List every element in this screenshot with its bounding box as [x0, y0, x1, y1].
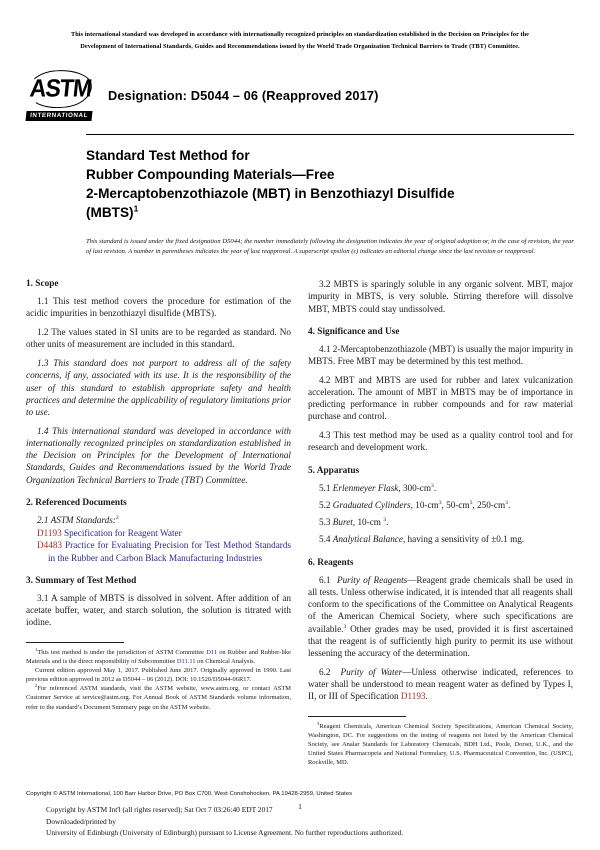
- tbt-banner: [26, 30, 574, 52]
- title-divider: [86, 134, 574, 135]
- tbt-banner-line-1: This international standard was developed in accordance with internationally recognized principles on standardization established in the Decision on Principles for the: [70, 31, 530, 38]
- paragraph-1-3: 1.3 This standard does not purport to address all of the safety concerns, if any, associated with its use. It is the responsibility of the user of this standard to establish appropriate safety and health practices and determine the applicability of regulatory limitations prior to use.: [26, 358, 291, 417]
- footnote-current-edition: Current edition approved May 1, 2017. Published June 2017. Originally approved in 1990. Last previous edition approved in 2012 as D5044 – 06 (2012). DOI: 10.1520/D5044-06R17.: [26, 667, 291, 684]
- purity-of-reagents-label: Purity of Reagents: [336, 574, 408, 585]
- astm-standards-marker: 2: [115, 514, 119, 521]
- footnote-3: [308, 722, 573, 768]
- footnote-3-text: Reagent Chemicals, American Chemical Society Specifications, American Chemical Society, Washington, DC. For suggestions on the testing of reagents not listed by the American Chemical Society, see Analar Standards for Laboratory Chemicals, BDH Ltd., Poole, Dorset, U.K., and the United States Pharmacopeia and National Formulary, U.S. Pharmaceutical Convention, Inc. (USPC), Rockville, MD.: [308, 722, 573, 767]
- apparatus-item-5-3: 5.3 Buret, 10-cm $^3$.: [319, 517, 389, 528]
- tbt-banner-line-2: Development of International Standards, Guides and Recommendations issued by the World Trade Organization Technical Barriers to Trade (TBT) Committee.: [80, 42, 520, 50]
- issue-note: This standard is issued under the fixed designation D5044; the number immediately following the designation indicates the year of original adoption or, in the case of revision, the year of last revision. A number in parentheses indicates the year of last reapproval. A superscript epsilon (ε) indicates an editorial change since the last revision or reapproval.: [86, 237, 574, 256]
- apparatus-5-4-value: having a sensitivity of ±0.1 mg.: [407, 534, 525, 545]
- license-line-3: University of Edinburgh (University of Edinburgh) pursuant to License Agreement. No further reproductions authorized.: [46, 827, 404, 837]
- designation-row: [26, 68, 574, 124]
- apparatus-5-2-num: 5.2: [319, 500, 331, 510]
- apparatus-5-4-name: Analytical Balance,: [332, 534, 406, 545]
- footnote-1-link-d11[interactable]: D11: [206, 648, 218, 656]
- apparatus-5-4-num: 5.4: [319, 534, 331, 545]
- footnote-divider-right: [308, 716, 406, 717]
- paragraph-1-4: 1.4 This international standard was developed in accordance with internationally recognized principles on standardization established in the Decision on Principles for the Development of International Standards, Guides and Recommendations issued by the World Trade Organization Technical Barriers to Trade (TBT) Committee.: [26, 425, 291, 485]
- reference-title-d1193[interactable]: Specification for Reagent Water: [63, 528, 182, 539]
- reference-link-d1193[interactable]: D1193: [400, 691, 426, 702]
- title-line-2: Rubber Compounding Materials—Free: [86, 166, 335, 182]
- apparatus-item-5-4: [308, 533, 573, 545]
- right-column: [308, 278, 573, 767]
- paragraph-6-1: 6.1 Purity of Reagents—Reagent grade chemicals shall be used in all tests. Unless otherwise indicated, it is intended that all reagents shall conform to the specifications of the Committee on Analytical Reagents of the American Chemical Society, where such specifications are available.$^3$ Other grades may be used, provided it is first ascertained that the reagent is of sufficiently high purity to permit its use without lessening the accuracy of the determination.: [308, 574, 574, 659]
- subsection-label-astm-standards: [26, 514, 291, 526]
- section-heading-referenced-documents: 2. Referenced Documents: [26, 497, 127, 508]
- copyright-line: Copyright © ASTM International, 100 Barr Harbor Drive, PO Box C700, West Conshohocken, PA 19428-2959, United States: [26, 791, 353, 798]
- astm-standards-label: 2.1 ASTM Standards:: [37, 514, 116, 525]
- footnote-2: [26, 684, 291, 711]
- reference-item-d4483[interactable]: [26, 539, 291, 563]
- section-heading-summary-of-test-method: 3. Summary of Test Method: [26, 575, 137, 586]
- footnote-1-part-b: on Rubber and Rubber-like Materials and is the direct responsibility of Subcommittee: [26, 648, 291, 665]
- footnote-2-text: For referenced ASTM standards, visit the ASTM website, www.astm.org, or contact ASTM Customer Service at service@astm.org. For Annual Book of ASTM Standards volume information, refer to the standard’s Document Summary page on the ASTM website.: [26, 685, 291, 711]
- title-line-4: (MBTS): [86, 205, 134, 221]
- license-line-1: Copyright by ASTM Int'l (all rights reserved); Sat Oct 7 03:26:40 EDT 2017: [46, 805, 273, 815]
- footnote-divider-left: [26, 642, 124, 643]
- footnote-3-marker: 3: [317, 721, 320, 727]
- paragraph-1-1: 1.1 This test method covers the procedure for estimation of the acidic impurities in benzothiazyl disulfide (MBTS).: [26, 296, 291, 319]
- section-heading-significance-and-use: 4. Significance and Use: [308, 326, 400, 337]
- reference-code-d1193[interactable]: D1193: [37, 528, 62, 539]
- page-title: [86, 146, 574, 223]
- apparatus-item-5-2: [308, 499, 573, 511]
- paragraph-3-2: 3.2 MBTS is sparingly soluble in any organic solvent. MBT, major impurity in MBTS, is very soluble. Stirring therefore will dissolve MBT, MBTS could stay undissolved.: [308, 279, 573, 314]
- apparatus-5-1-num: 5.1: [319, 482, 331, 493]
- astm-logo-mark: ASTM: [28, 73, 93, 102]
- title-footnote-marker: 1: [133, 203, 139, 214]
- left-column: [26, 278, 291, 767]
- footnote-1-link-d1111[interactable]: D11.11: [176, 657, 196, 665]
- page-footer: [26, 791, 574, 838]
- reference-item-d1193[interactable]: [26, 527, 291, 539]
- paragraph-4-3: 4.3 This test method may be used as a quality control tool and for research and development work.: [308, 430, 573, 453]
- astm-logo-international-bar: INTERNATIONAL: [25, 111, 92, 121]
- body-columns: [26, 278, 574, 767]
- paragraph-4-2: 4.2 MBT and MBTS are used for rubber and latex vulcanization acceleration. The amount of MBT in MBTS may be of importance in predicting performance in rubber compounds and for raw material purchase and control.: [308, 374, 573, 422]
- apparatus-item-5-1: 5.1 Erlenmeyer Flask, $300-cm^3$.: [319, 482, 437, 493]
- section-heading-reagents: 6. Reagents: [308, 557, 354, 568]
- section-heading-apparatus: 5. Apparatus: [308, 465, 360, 476]
- license-block: [46, 804, 574, 838]
- apparatus-5-1-value: 300-cm: [402, 482, 432, 493]
- apparatus-5-3-num: 5.3: [319, 517, 331, 528]
- license-line-2: Downloaded/printed by: [46, 816, 116, 826]
- footnote-2-marker: 2: [35, 684, 38, 690]
- title-line-3: 2-Mercaptobenzothiazole (MBT) in Benzothiazyl Disulfide: [86, 186, 455, 202]
- apparatus-5-2-value: $10-cm^3$, $50-cm^3$, $250-cm^3$.: [415, 499, 511, 510]
- footnote-1-num: 1: [35, 647, 38, 653]
- purity-of-water-label: Purity of Water: [340, 666, 403, 677]
- reference-code-d4483[interactable]: D4483: [37, 540, 63, 551]
- footnote-1: [26, 648, 291, 666]
- apparatus-5-2-name: Graduated Cylinders,: [332, 500, 413, 510]
- astm-logo-icon: [26, 69, 92, 123]
- apparatus-5-3-value: 10-cm: [357, 517, 381, 528]
- designation-text: Designation: D5044 – 06 (Reapproved 2017): [108, 88, 379, 103]
- apparatus-5-3-name: Buret,: [332, 517, 356, 528]
- reference-title-d4483[interactable]: Practice for Evaluating Precision for Test Method Standards in the Rubber and Carbon Black Manufacturing Industries: [48, 540, 291, 563]
- footnote-1-part-a: This test method is under the jurisdiction of ASTM Committee: [37, 648, 207, 656]
- paragraph-3-1: 3.1 A sample of MBTS is dissolved in solvent. After addition of an acetate buffer, water, and starch solution, the solution is titrated with iodine.: [26, 592, 291, 628]
- paragraph-4-1: 4.1 2-Mercaptobenzothiazole (MBT) is usually the major impurity in MBTS. Free MBT may be determined by this test method.: [308, 343, 573, 367]
- apparatus-5-1-name: Erlenmeyer Flask,: [332, 482, 401, 493]
- title-line-1: Standard Test Method for: [86, 147, 250, 163]
- page-number: 1: [298, 802, 302, 812]
- footnote-1-part-c: on Chemical Analysis.: [195, 657, 256, 665]
- paragraph-1-2: 1.2 The values stated in SI units are to be regarded as standard. No other units of measurement are included in this standard.: [26, 327, 291, 350]
- paragraph-6-2: 6.2 Purity of Water—Unless otherwise indicated, references to water shall be understood to mean reagent water as defined by Types I, II, or III of Specification D1193.: [308, 666, 573, 702]
- section-heading-scope: 1. Scope: [26, 279, 59, 290]
